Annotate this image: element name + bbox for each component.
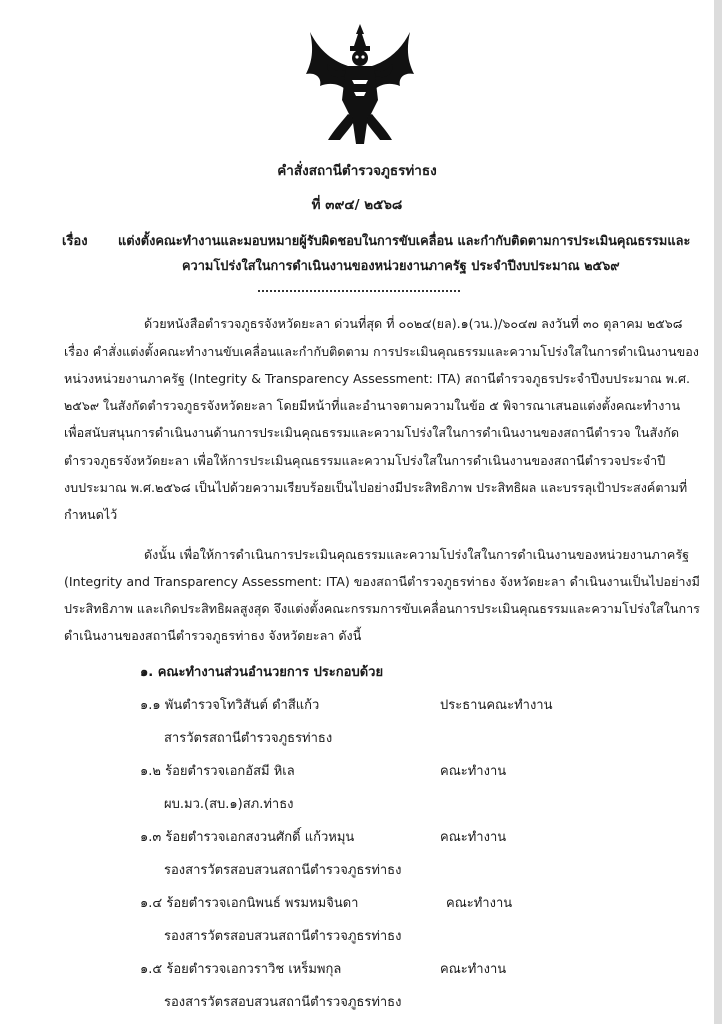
paragraph-1-line: หน่วงหน่วยงานภาครัฐ (Integrity & Transparency Assessment: ITA) สถานีตำรวจภูธรประจำปีงบประมาณ พ.ศ.: [64, 371, 690, 386]
member-name: ๑.๕ ร้อยตำรวจเอกวราวิช เหร็มพกุล: [140, 962, 342, 977]
paragraph-2-line: ดำเนินงานของสถานีตำรวจภูธรท่าธง จังหวัดยะลา ดังนี้: [64, 628, 362, 643]
paragraph-1-line: ตำรวจภูธรจังหวัดยะลา เพื่อให้การประเมินคุณธรรมและความโปร่งใสในการดำเนินงานของสถานีตำรวจประจำปี: [64, 453, 666, 468]
order-number: ที่ ๓๙๔/ ๒๕๖๘: [311, 197, 403, 213]
member-name: ๑.๒ ร้อยตำรวจเอกอัสมี หิเล: [140, 764, 295, 779]
subject-line-1: แต่งตั้งคณะทำงานและมอบหมายผู้รับผิดชอบในการขับเคลื่อน และกำกับติดตามการประเมินคุณธรรมและ: [118, 234, 691, 249]
paragraph-1-line: งบประมาณ พ.ศ.๒๕๖๘ เป็นไปด้วยความเรียบร้อยเป็นไปอย่างมีประสิทธิภาพ ประสิทธิผล และบรรลุเป้าประสงค์ตามที่: [64, 480, 688, 495]
subject-line-2: ความโปร่งใสในการดำเนินงานของหน่วยงานภาครัฐ ประจำปีงบประมาณ ๒๕๖๙: [182, 259, 620, 274]
member-role: คณะทำงาน: [440, 830, 507, 845]
paragraph-1-line: เรื่อง คำสั่งแต่งตั้งคณะทำงานขับเคลื่อนและกำกับติดตาม การประเมินคุณธรรมและความโปร่งใสในการดำเนินงานของ: [64, 344, 699, 359]
member-role: คณะทำงาน: [440, 962, 507, 977]
member-role: คณะทำงาน: [440, 764, 507, 779]
member-position: รองสารวัตรสอบสวนสถานีตำรวจภูธรท่าธง: [164, 863, 402, 878]
section-heading: ๑. คณะทำงานส่วนอำนวยการ ประกอบด้วย: [140, 665, 384, 680]
member-name: ๑.๑ พันตำรวจโทวิสันต์ ดำสีแก้ว: [140, 698, 320, 713]
member-position: ผบ.มว.(สบ.๑)สภ.ท่าธง: [164, 797, 294, 812]
separator-dots: [258, 290, 460, 292]
member-name: ๑.๔ ร้อยตำรวจเอกนิพนธ์ พรมหมจินดา: [140, 896, 359, 911]
paragraph-1-line: กำหนดไว้: [64, 507, 118, 522]
member-position: สารวัตรสถานีตำรวจภูธรท่าธง: [164, 731, 333, 746]
member-name: ๑.๓ ร้อยตำรวจเอกสงวนศักดิ์ แก้วหมุน: [140, 830, 355, 845]
paragraph-2-line: ดังนั้น เพื่อให้การดำเนินการประเมินคุณธรรมและความโปร่งใสในการดำเนินงานของหน่วยงานภาครัฐ: [144, 547, 690, 562]
subject-label: เรื่อง: [62, 234, 88, 249]
garuda-emblem-icon: [300, 20, 420, 150]
paragraph-2-line: (Integrity and Transparency Assessment: ITA) ของสถานีตำรวจภูธรท่าธง จังหวัดยะลา ดำเนินงานเป็นไปอย่างมี: [64, 574, 700, 589]
paragraph-2-line: ประสิทธิภาพ และเกิดประสิทธิผลสูงสุด จึงแต่งตั้งคณะกรรมการขับเคลื่อนการประเมินคุณธรรมและความโปร่งใสในการ: [64, 601, 700, 616]
member-position: รองสารวัตรสอบสวนสถานีตำรวจภูธรท่าธง: [164, 929, 402, 944]
member-position: รองสารวัตรสอบสวนสถานีตำรวจภูธรท่าธง: [164, 995, 402, 1010]
paragraph-1-line: ด้วยหนังสือตำรวจภูธรจังหวัดยะลา ด่วนที่สุด ที่ ๐๐๒๔(ยล).๑(วน.)/๖๐๔๗ ลงวันที่ ๓๐ ตุลาคม ๒๕๖๘: [144, 316, 683, 331]
paragraph-1-line: ๒๕๖๙ ในสังกัดตำรวจภูธรจังหวัดยะลา โดยมีหน้าที่และอำนาจตามความในข้อ ๕ พิจารณาเสนอแต่งตั้งคณะทำงาน: [64, 398, 681, 413]
member-role: ประธานคณะทำงาน: [440, 698, 553, 713]
member-role: คณะทำงาน: [446, 896, 513, 911]
document-title: คำสั่งสถานีตำรวจภูธรท่าธง: [277, 163, 437, 179]
paragraph-1-line: เพื่อสนับสนุนการดำเนินงานด้านการประเมินคุณธรรมและความโปร่งใสในการดำเนินงานของสถานีตำรวจ ในสังกัด: [64, 425, 680, 440]
